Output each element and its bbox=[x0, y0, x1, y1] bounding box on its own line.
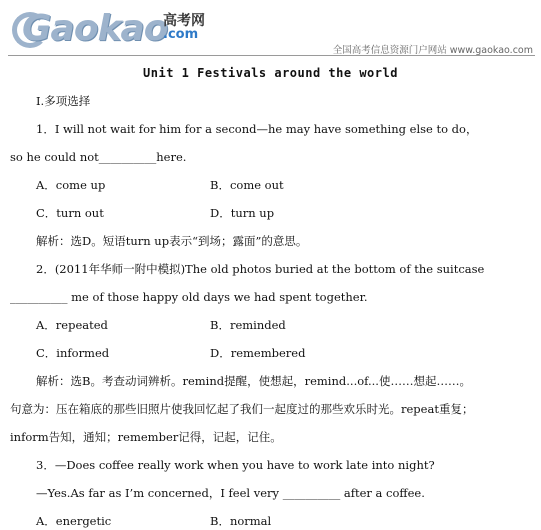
question-1-stem: 1．I will not wait for him for a second—he may have something else to do， bbox=[36, 122, 478, 136]
q2-explanation-1: 解析：选B。考查动词辨析。remind提醒，使想起，remind...of...使……想起……。 bbox=[36, 374, 471, 388]
question-2-stem-cont: __________ me of those happy old days we had spent together. bbox=[10, 290, 368, 304]
page-title: Unit 1 Festivals around the world bbox=[143, 66, 398, 80]
logo-wordmark: Gaokao bbox=[22, 8, 168, 49]
logo-chinese-name: 高考网 bbox=[163, 13, 205, 29]
question-3-dialogue: —Yes.As far as I’m concerned，I feel very __________ after a coffee. bbox=[36, 486, 425, 500]
gaokao-logo[interactable] bbox=[10, 6, 220, 52]
q2-option-c: C．informed bbox=[36, 346, 110, 360]
q3-option-a: A．energetic bbox=[36, 514, 112, 528]
q2-option-d: D．remembered bbox=[210, 346, 306, 360]
q1-option-a: A．come up bbox=[36, 178, 106, 192]
q2-explanation-2: 句意为：压在箱底的那些旧照片使我回忆起了我们一起度过的那些欢乐时光。repeat重复； bbox=[10, 402, 474, 416]
section-heading: Ⅰ.多项选择 bbox=[36, 94, 91, 108]
q1-explanation: 解析：选D。短语turn up表示“到场；露面”的意思。 bbox=[36, 234, 308, 248]
logo-domain: .com bbox=[163, 27, 199, 42]
site-tagline: 全国高考信息资源门户网站 www.gaokao.com bbox=[332, 45, 533, 56]
q1-option-d: D．turn up bbox=[210, 206, 275, 220]
q2-option-b: B．reminded bbox=[210, 318, 286, 332]
page-header bbox=[0, 0, 541, 62]
q2-option-a: A．repeated bbox=[36, 318, 108, 332]
question-1-stem-cont: so he could not__________here. bbox=[10, 150, 187, 164]
header-divider bbox=[8, 55, 535, 56]
q1-option-b: B．come out bbox=[210, 178, 284, 192]
question-3-stem: 3．—Does coffee really work when you have to work late into night? bbox=[36, 458, 435, 472]
question-2-stem: 2．(2011年华师一附中模拟)The old photos buried at the bottom of the suitcase bbox=[36, 262, 485, 276]
q1-option-c: C．turn out bbox=[36, 206, 104, 220]
q2-explanation-3: inform告知，通知；remember记得，记起，记住。 bbox=[10, 430, 282, 444]
q3-option-b: B．normal bbox=[210, 514, 272, 528]
